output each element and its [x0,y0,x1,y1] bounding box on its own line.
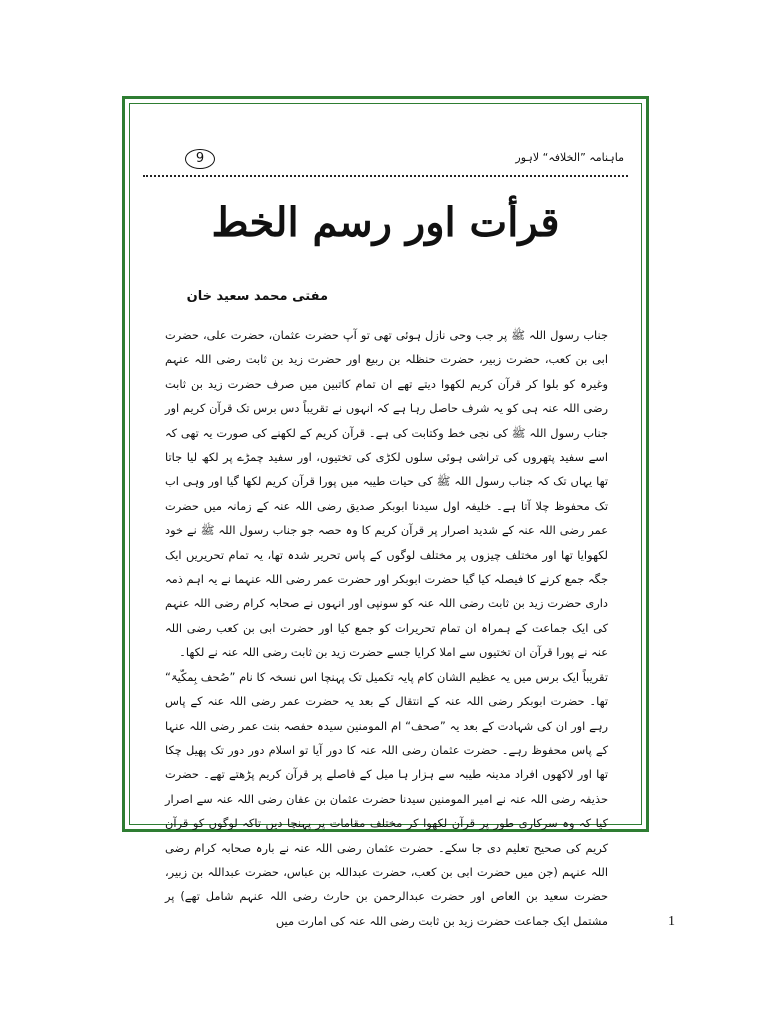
article-body [165,323,608,933]
header-page-number: 9 [185,149,215,169]
paragraph: تقریباً ایک برس میں یہ عظیم الشان کام پایہ تکمیل تک پہنچا اس نسخہ کا نام ”صُحف بِمکّیۃ“ تھا۔ حضرت ابوبکر رضی اللہ عنہ کے انتقال کے بعد یہ حضرت عمر رضی اللہ عنہ کے پاس رہے اور ان کی شہادت کے بعد یہ ”صحف“ ام المومنین سیدہ حفصہ بنت عمر رضی اللہ عنہا کے پاس محفوظ رہے۔ حضرت عثمان رضی اللہ عنہ کا دور آیا تو اسلام دور دور تک پھیل چکا تھا اور لاکھوں افراد مدینہ طیبہ سے ہزار ہا میل کے فاصلے پر قرآن کریم پڑھتے تھے۔ حضرت حذیفہ رضی اللہ عنہ نے امیر المومنین سیدنا حضرت عثمان بن عفان رضی اللہ عنہ سے اصرار کیا کہ وہ سرکاری طور پر قرآن لکھوا کر مختلف مقامات پر پہنچا دیں تاکہ لوگوں کو قرآن کریم کی صحیح تعلیم دی جا سکے۔ حضرت عثمان رضی اللہ عنہ نے بارہ صحابہ کرام رضی اللہ عنہم (جن میں حضرت ابی بن کعب، حضرت عبداللہ بن عباس، حضرت عبداللہ بن زبیر، حضرت سعید بن العاص اور حضرت عبدالرحمن بن حارث رضی اللہ عنہم شامل تھے) پر مشتمل ایک جماعت حضرت زید بن ثابت رضی اللہ عنہ کی امارت میں [165,669,608,928]
magazine-name: ماہنامہ ”الخلافہ“ لاہور [515,151,624,164]
header-divider [143,175,628,177]
article-title: قرأت اور رسم الخط [211,199,560,246]
page-frame [122,96,649,928]
running-header [143,145,628,175]
footer-page-number: 1 [668,914,675,929]
article-author: مفتی محمد سعید خان [186,289,328,304]
paragraph: جناب رسول اللہ ﷺ پر جب وحی نازل ہوئی تھی تو آپ حضرت عثمان، حضرت علی، حضرت ابی بن کعب، حضرت زبیر، حضرت حنظلہ بن ربیع اور حضرت زید بن ثابت رضی اللہ عنہم وغیرہ کو بلوا کر قرآن کریم لکھوا دیتے تھے ان تمام کاتبین میں صرف حضرت زید بن ثابت رضی اللہ عنہ ہی کو یہ شرف حاصل رہا ہے کہ انہوں نے تقریباً دس برس تک قرآن کریم اور جناب رسول اللہ ﷺ کی نجی خط وکتابت کی ہے۔ قرآن کریم کے لکھنے کی صورت یہ تھی کہ اسے سفید پتھروں کی تراشی ہوئی سلوں لکڑی کی تختیوں، اور سفید چمڑے پر لکھ لیا جاتا تھا یہاں تک کہ جناب رسول اللہ ﷺ کی حیات طیبہ میں پورا قرآن کریم لکھا گیا اور وہی اب تک محفوظ چلا آتا ہے۔ خلیفہ اول سیدنا ابوبکر صدیق رضی اللہ عنہ کے زمانہ میں حضرت عمر رضی اللہ عنہ کے شدید اصرار پر قرآن کریم کا وہ حصہ جو جناب رسول اللہ ﷺ نے خود لکھوایا تھا اور مختلف چیزوں پر مختلف لوگوں کے پاس تحریر شدہ تھا، یہ تمام تحریریں ایک جگہ جمع کرنے کا فیصلہ کیا گیا حضرت ابوبکر اور حضرت عمر رضی اللہ عنہما نے یہ اہم ذمہ داری حضرت زید بن ثابت رضی اللہ عنہ کو سونپی اور انہوں نے صحابہ کرام رضی اللہ عنہم کی ایک جماعت کے ہمراہ ان تمام تحریرات کو جمع کیا اور حضرت ابی بن کعب رضی اللہ عنہ نے پورا قرآن ان تختیوں سے املا کرایا جسے حضرت زید بن ثابت رضی اللہ عنہ نے لکھا۔ [165,328,608,660]
